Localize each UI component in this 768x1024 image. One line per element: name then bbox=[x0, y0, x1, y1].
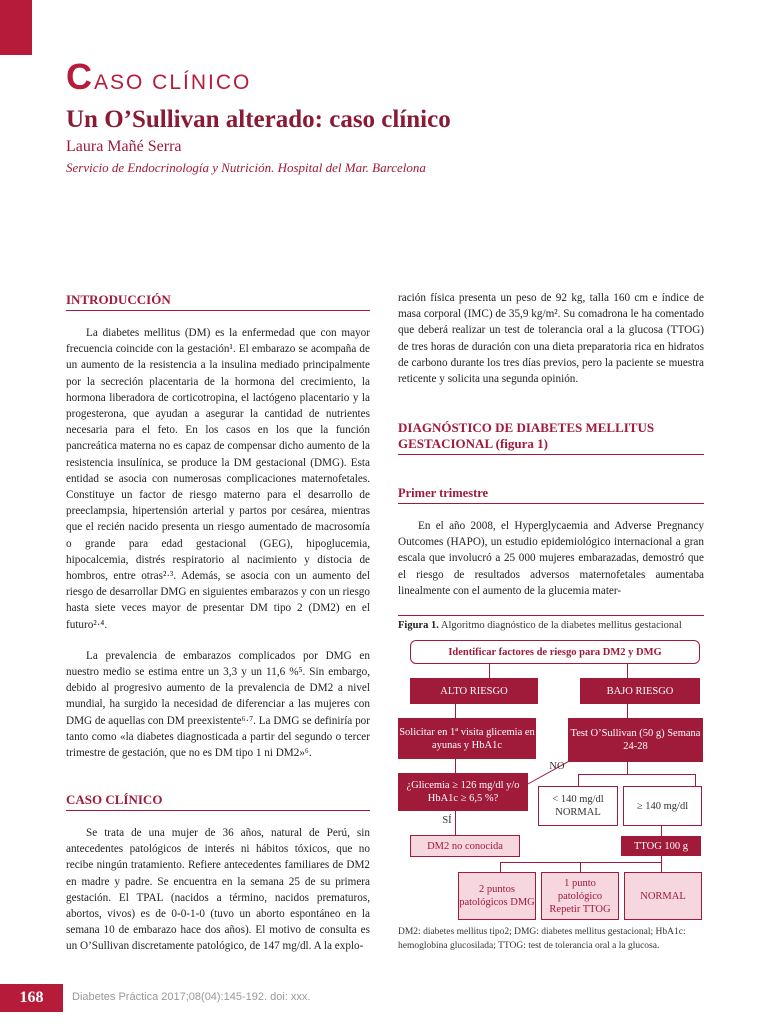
hapo-paragraph: En el año 2008, el Hyperglycaemia and Adverse Pregnancy Outcomes (HAPO), un estudio epidemiológico internacional a gran escala que involucró a 25 000 mujeres embarazadas, demostró que el riesgo de resultados adversos maternofetales aumentaba linealmente con el aumento de la glucemia mater- bbox=[398, 520, 704, 597]
article-affiliation: Servicio de Endocrinología y Nutrición. Hospital del Mar. Barcelona bbox=[66, 160, 426, 175]
intro-heading-rule bbox=[66, 310, 370, 311]
case-paragraph-continued: ración física presenta un peso de 92 kg, talla 160 cm e índice de masa corporal (IMC) de 35,9 kg/m². Su comadrona le ha comentado que deberá realizar un test de tolerancia oral a la glucosa (TTOG) de tres horas de duración con una dieta preparatoria rica en hidratos de carbono durante los tres días previos, pero la paciente se muestra reticente y solicita una segunda opinión. bbox=[398, 292, 704, 386]
journal-citation: Diabetes Práctica 2017;08(04):145-192. doi: xxx. bbox=[72, 991, 311, 1003]
connector bbox=[578, 774, 695, 775]
case-heading bbox=[66, 792, 370, 811]
two-points-box: 2 puntos patológicos DMG bbox=[458, 872, 536, 920]
normal-box: NORMAL bbox=[624, 872, 702, 920]
right-column-top bbox=[398, 290, 704, 402]
case-paragraph-1: Se trata de una mujer de 36 años, natural de Perú, sin antecedentes patológicos de interés ni hábitos tóxicos, que no recibe ningún tratamiento. Refiere antecedentes familiares de DM2 en madre y padre. Se encuentra en la semana 25 de su primera gestación. El TPAL (nacidos a término, nacidos prematuros, abortos, vivos) es de 0-0-1-0 (tuvo un aborto espontáneo en la semana 10 de embarazo hace dos años). El motivo de consulta es un O’Sullivan discretamente patológico, de 147 mg/dl. A la explo- bbox=[66, 827, 370, 953]
first-trimester-heading bbox=[398, 486, 704, 504]
corner-accent bbox=[0, 0, 32, 55]
section-label-cap: C bbox=[66, 56, 94, 97]
left-column bbox=[66, 325, 370, 776]
article-title: Un O’Sullivan alterado: caso clínico bbox=[66, 106, 451, 133]
ttog-100g-box: TTOG 100 g bbox=[621, 836, 701, 856]
connector bbox=[661, 856, 662, 872]
identify-risk-factors-box: Identificar factores de riesgo para DM2 y DMG bbox=[410, 640, 700, 664]
case-heading-text: CASO CLÍNICO bbox=[66, 792, 163, 807]
glycemia-question-box: ¿Glicemia ≥ 126 mg/dl y/o HbA1c ≥ 6,5 %? bbox=[398, 773, 528, 811]
high-risk-box: ALTO RIESGO bbox=[410, 678, 538, 704]
osullivan-test-box: Test O’Sullivan (50 g) Semana 24-28 bbox=[568, 718, 703, 762]
figure-caption-text: Algoritmo diagnóstico de la diabetes mellitus gestacional bbox=[440, 620, 682, 631]
connector bbox=[455, 759, 456, 773]
connector bbox=[627, 704, 628, 718]
first-trimester-rule bbox=[398, 503, 704, 504]
connector bbox=[580, 862, 581, 872]
diagnosis-heading-rule bbox=[398, 454, 704, 455]
page-number: 168 bbox=[0, 984, 63, 1012]
connector bbox=[455, 704, 456, 718]
case-heading-rule bbox=[66, 810, 370, 811]
case-column bbox=[66, 825, 370, 970]
section-label bbox=[66, 56, 251, 98]
figure-footnote: DM2: diabetes mellitus tipo2; DMG: diabetes mellitus gestacional; HbA1c: hemoglobina glucosilada; TTOG: test de tolerancia oral a la glucosa. bbox=[398, 927, 686, 951]
yes-label: SÍ bbox=[442, 814, 452, 826]
connector bbox=[627, 762, 628, 774]
one-point-box: 1 punto patológico Repetir TTOG bbox=[541, 872, 619, 920]
connector bbox=[489, 664, 490, 678]
connector bbox=[661, 826, 662, 836]
lt-140-normal-box: < 140 mg/dl NORMAL bbox=[538, 786, 618, 826]
section-label-rest: ASO CLÍNICO bbox=[94, 71, 252, 94]
intro-paragraph-1: La diabetes mellitus (DM) es la enfermedad que con mayor frecuencia coincide con la gestación¹. El embarazo se acompaña de un aumento de la resistencia a la insulina mediado principalmente por la secreción placentaria de la hormona del crecimiento, la hormona liberadora de corticotropina, el lactógeno placentario y la progesterona, que ayudan a asegurar la cantidad de nutrientes necesaria para el feto. En los casos en los que la función pancreática materna no es capaz de compensar dicho aumento de la resistencia insulínica, se produce la DM gestacional (DMG). Esta entidad se asocia con numerosas complicaciones maternofetales. Constituye un factor de riesgo materno para el desarrollo de preeclampsia, hipertensión arterial y partos por cesárea, mientras que el recién nacido presenta un riesgo aumentado de macrosomía o grande para edad gestacional (GEG), hipoglucemia, hipocalcemia, distrés respiratorio al nacimiento y distocia de hombros, entre otras²·³. Además, se asocia con un aumento del riesgo de desarrollar DMG en siguientes embarazos y con un riesgo hasta siete veces mayor de presentar DM tipo 2 (DM2) en el futuro²·⁴. bbox=[66, 327, 370, 631]
first-trimester-text: Primer trimestre bbox=[398, 486, 489, 500]
low-risk-box: BAJO RIESGO bbox=[580, 678, 700, 704]
request-glycemia-box: Solicitar en 1ª visita glicemia en ayunas y HbA1c bbox=[398, 718, 536, 759]
connector bbox=[627, 664, 628, 678]
connector bbox=[578, 774, 579, 786]
intro-heading bbox=[66, 292, 370, 311]
connector bbox=[500, 862, 501, 872]
intro-heading-text: INTRODUCCIÓN bbox=[66, 292, 171, 307]
right-column-hapo bbox=[398, 518, 704, 614]
figure-caption bbox=[398, 620, 704, 631]
no-label: NO bbox=[549, 760, 565, 772]
article-author: Laura Mañé Serra bbox=[66, 138, 182, 155]
intro-paragraph-2: La prevalencia de embarazos complicados por DMG en nuestro medio se estima entre un 3,3 y un 11,6 %⁵. Sin embargo, debido al progresivo aumento de la prevalencia de DM2 a nivel mundial, ha surgido la necesidad de diferenciar a las mujeres con DMG de aquellas con DM preexistente⁶·⁷. La DMG se definiría por tanto como «la diabetes diagnosticada a partir del segundo o tercer trimestre de gestación, que no es DM tipo 1 ni DM2»⁶. bbox=[66, 649, 370, 760]
connector bbox=[695, 774, 696, 786]
diagnosis-heading-text: DIAGNÓSTICO DE DIABETES MELLITUS GESTACIONAL (figura 1) bbox=[398, 420, 655, 451]
diagnosis-heading bbox=[398, 420, 704, 455]
figure-top-rule bbox=[398, 615, 704, 616]
ge-140-box: ≥ 140 mg/dl bbox=[623, 786, 702, 826]
figure-caption-label: Figura 1. bbox=[398, 620, 439, 631]
unknown-dm2-box: DM2 no conocida bbox=[410, 835, 520, 857]
figure-1 bbox=[398, 615, 704, 637]
